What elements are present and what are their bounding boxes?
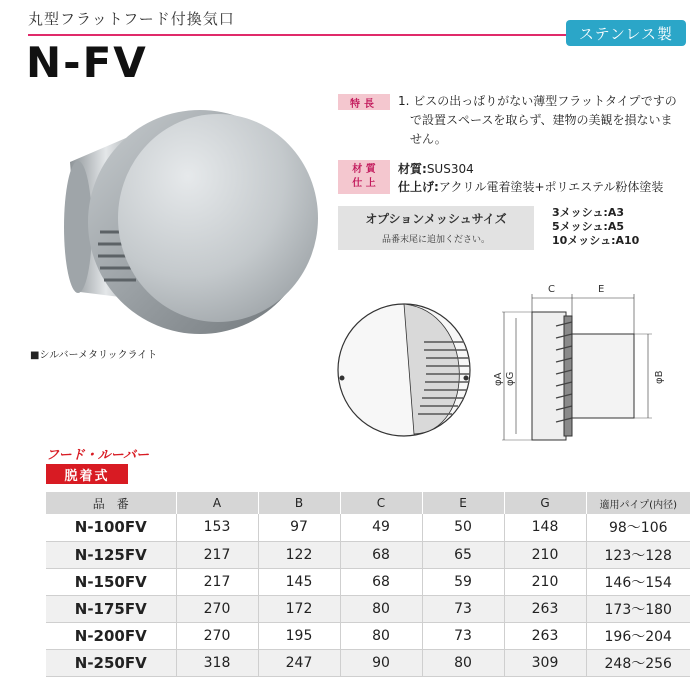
cell: 50 bbox=[422, 514, 504, 541]
cell-model: N-100FV bbox=[46, 514, 176, 541]
finish-label: 仕上げ: bbox=[398, 180, 439, 194]
front-view bbox=[338, 304, 470, 436]
col-header: C bbox=[340, 492, 422, 514]
features-line: で設置スペースを取らず、建物の美観を損ないま bbox=[410, 113, 673, 127]
dimension-drawing bbox=[336, 282, 696, 454]
dim-label-a: φA bbox=[493, 372, 504, 386]
cell: 68 bbox=[340, 568, 422, 595]
category-label: フード・ルーバー bbox=[46, 448, 149, 463]
category-type-badge: 脱着式 bbox=[46, 464, 128, 484]
cell: 80 bbox=[340, 622, 422, 649]
cell: 153 bbox=[176, 514, 258, 541]
cell: 59 bbox=[422, 568, 504, 595]
features-tag: 特長 bbox=[338, 94, 390, 110]
cell: 270 bbox=[176, 595, 258, 622]
col-header: B bbox=[258, 492, 340, 514]
cell-model: N-125FV bbox=[46, 541, 176, 568]
side-view bbox=[502, 294, 652, 440]
photo-caption: ■シルバーメタリックライト bbox=[30, 350, 158, 361]
cell: 73 bbox=[422, 595, 504, 622]
cell: 145 bbox=[258, 568, 340, 595]
col-header: 適用パイプ(内径) bbox=[586, 492, 690, 514]
option-mesh-box bbox=[338, 206, 534, 250]
product-photo bbox=[30, 92, 330, 342]
cell: 68 bbox=[340, 541, 422, 568]
table-header-row bbox=[46, 492, 690, 514]
cell: 172 bbox=[258, 595, 340, 622]
option-mesh-title: オプションメッシュサイズ bbox=[365, 212, 507, 226]
cell: 217 bbox=[176, 568, 258, 595]
cell-pipe: 146〜154 bbox=[586, 568, 690, 595]
dim-label-e: E bbox=[598, 284, 605, 295]
cell: 148 bbox=[504, 514, 586, 541]
header-divider bbox=[28, 34, 568, 36]
cell: 80 bbox=[422, 649, 504, 676]
cell: 309 bbox=[504, 649, 586, 676]
features-text bbox=[398, 92, 690, 149]
dim-label-c: C bbox=[548, 284, 555, 295]
table-row bbox=[46, 541, 690, 568]
col-header: G bbox=[504, 492, 586, 514]
col-header: 品 番 bbox=[46, 492, 176, 514]
cell-pipe: 173〜180 bbox=[586, 595, 690, 622]
col-header: E bbox=[422, 492, 504, 514]
cell: 73 bbox=[422, 622, 504, 649]
material-badge: ステンレス製 bbox=[566, 20, 686, 46]
spec-table bbox=[46, 492, 690, 677]
option-mesh-note: 品番末尾に追加ください。 bbox=[381, 235, 490, 245]
option-mesh-list bbox=[552, 206, 639, 248]
dim-label-g: φG bbox=[505, 371, 516, 386]
cell-model: N-250FV bbox=[46, 649, 176, 676]
material-label: 材質: bbox=[398, 162, 427, 176]
cell-pipe: 248〜256 bbox=[586, 649, 690, 676]
finish-value: アクリル電着塗装+ポリエステル粉体塗装 bbox=[438, 180, 664, 194]
table-row bbox=[46, 595, 690, 622]
table-row bbox=[46, 514, 690, 541]
cell-pipe: 98〜106 bbox=[586, 514, 690, 541]
mesh-option: 5メッシュ:A5 bbox=[552, 220, 624, 233]
cell: 210 bbox=[504, 541, 586, 568]
cell-model: N-200FV bbox=[46, 622, 176, 649]
material-value: SUS304 bbox=[426, 162, 474, 176]
cell-pipe: 196〜204 bbox=[586, 622, 690, 649]
cell-pipe: 123〜128 bbox=[586, 541, 690, 568]
table-row bbox=[46, 649, 690, 676]
cell: 65 bbox=[422, 541, 504, 568]
cell-model: N-150FV bbox=[46, 568, 176, 595]
cell: 195 bbox=[258, 622, 340, 649]
cell: 49 bbox=[340, 514, 422, 541]
dim-label-b: φB bbox=[654, 370, 665, 384]
cell: 263 bbox=[504, 622, 586, 649]
cell: 217 bbox=[176, 541, 258, 568]
table-row bbox=[46, 568, 690, 595]
cell: 263 bbox=[504, 595, 586, 622]
table-row bbox=[46, 622, 690, 649]
cell: 97 bbox=[258, 514, 340, 541]
cell: 210 bbox=[504, 568, 586, 595]
col-header: A bbox=[176, 492, 258, 514]
cell: 90 bbox=[340, 649, 422, 676]
cell: 80 bbox=[340, 595, 422, 622]
mesh-option: 10メッシュ:A10 bbox=[552, 234, 640, 247]
mesh-option: 3メッシュ:A3 bbox=[552, 206, 624, 219]
model-title: N-FV bbox=[26, 38, 148, 87]
material-tag bbox=[338, 160, 390, 194]
product-subtitle: 丸型フラットフード付換気口 bbox=[28, 10, 235, 28]
features-line: せん。 bbox=[410, 132, 447, 146]
cell: 247 bbox=[258, 649, 340, 676]
features-line: 1. ビスの出っぱりがない薄型フラットタイプですの bbox=[398, 94, 677, 108]
cell-model: N-175FV bbox=[46, 595, 176, 622]
material-lines bbox=[398, 160, 663, 196]
material-tag-line: 材 質 bbox=[352, 164, 376, 175]
cell: 318 bbox=[176, 649, 258, 676]
cell: 270 bbox=[176, 622, 258, 649]
material-tag-line: 仕 上 bbox=[352, 178, 376, 189]
cell: 122 bbox=[258, 541, 340, 568]
